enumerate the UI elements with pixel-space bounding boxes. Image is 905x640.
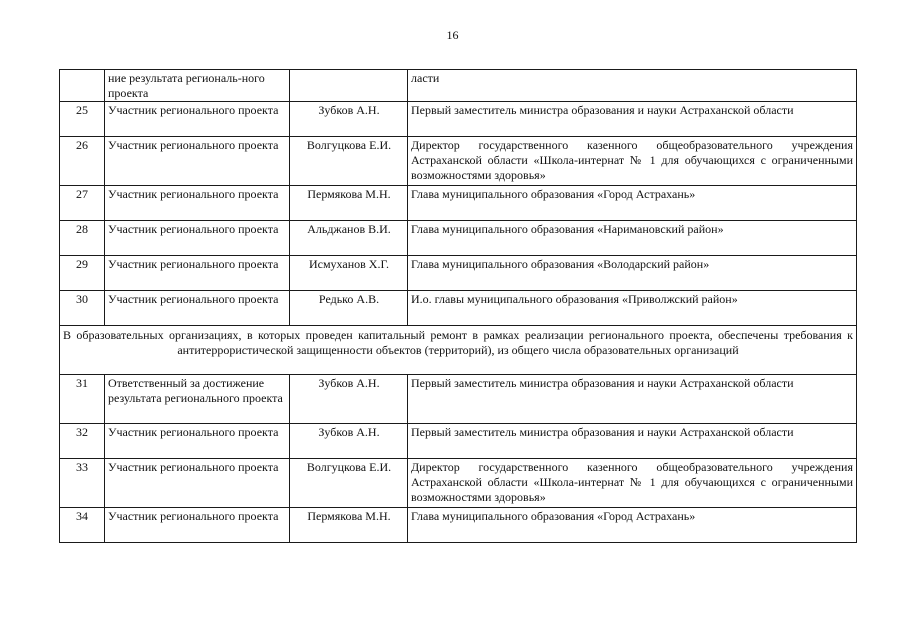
table-row [60,508,857,543]
row-position: Глава муниципального образования «Володарский район» [408,256,857,291]
table-row [60,102,857,137]
row-person-name: Волгуцкова Е.И. [290,137,408,186]
table-row [60,221,857,256]
row-role: Участник регионального проекта [105,102,290,137]
row-person-name: Пермякова М.Н. [290,186,408,221]
table-row [60,137,857,186]
row-position: Первый заместитель министра образования и науки Астраханской области [408,424,857,459]
row-number: 28 [60,221,105,256]
row-role: Участник регионального проекта [105,459,290,508]
row-role: Участник регионального проекта [105,186,290,221]
row-person-name: Зубков А.Н. [290,424,408,459]
table-row [60,424,857,459]
row-number: 30 [60,291,105,326]
responsibility-table [59,69,857,543]
row-position: Директор государственного казенного общеобразовательного учреждения Астраханской области «Школа-интернат № 1 для обучающихся с ограниченными возможностями здоровья» [408,137,857,186]
row-number: 31 [60,375,105,424]
row-role: Участник регионального проекта [105,291,290,326]
row-person-name: Зубков А.Н. [290,102,408,137]
row-number: 25 [60,102,105,137]
row-position: И.о. главы муниципального образования «Приволжский район» [408,291,857,326]
row-position: Первый заместитель министра образования и науки Астраханской области [408,102,857,137]
table-row [60,70,857,102]
row-position: Глава муниципального образования «Наримановский район» [408,221,857,256]
page-number: 16 [446,28,459,42]
section-row [60,326,857,375]
row-position: Глава муниципального образования «Город Астрахань» [408,508,857,543]
row-number: 26 [60,137,105,186]
row-number: 27 [60,186,105,221]
row-person-name: Зубков А.Н. [290,375,408,424]
table-row [60,459,857,508]
row-person-name: Волгуцкова Е.И. [290,459,408,508]
row-role: Участник регионального проекта [105,221,290,256]
row-role: Участник регионального проекта [105,256,290,291]
row-role: Участник регионального проекта [105,137,290,186]
row-role: Ответственный за достижение результата регионального проекта [105,375,290,424]
table-row [60,256,857,291]
row-position: ласти [408,70,857,102]
row-number: 29 [60,256,105,291]
row-role: Участник регионального проекта [105,424,290,459]
row-position: Директор государственного казенного общеобразовательного учреждения Астраханской области «Школа-интернат № 1 для обучающихся с ограниченными возможностями здоровья» [408,459,857,508]
section-heading: В образовательных организациях, в которых проведен капитальный ремонт в рамках реализации регионального проекта, обеспечены требования к антитеррористической защищенности объектов (территорий), из общего числа образовательных организаций [60,326,857,375]
row-number: 32 [60,424,105,459]
row-position: Первый заместитель министра образования и науки Астраханской области [408,375,857,424]
row-number: 33 [60,459,105,508]
row-role: Участник регионального проекта [105,508,290,543]
row-number: 34 [60,508,105,543]
row-person-name: Альджанов В.И. [290,221,408,256]
table-row [60,186,857,221]
table-row [60,291,857,326]
row-role: ние результата региональ-ного проекта [105,70,290,102]
row-person-name [290,70,408,102]
row-person-name: Пермякова М.Н. [290,508,408,543]
table-row [60,375,857,424]
row-position: Глава муниципального образования «Город Астрахань» [408,186,857,221]
row-number [60,70,105,102]
row-person-name: Редько А.В. [290,291,408,326]
row-person-name: Исмуханов Х.Г. [290,256,408,291]
